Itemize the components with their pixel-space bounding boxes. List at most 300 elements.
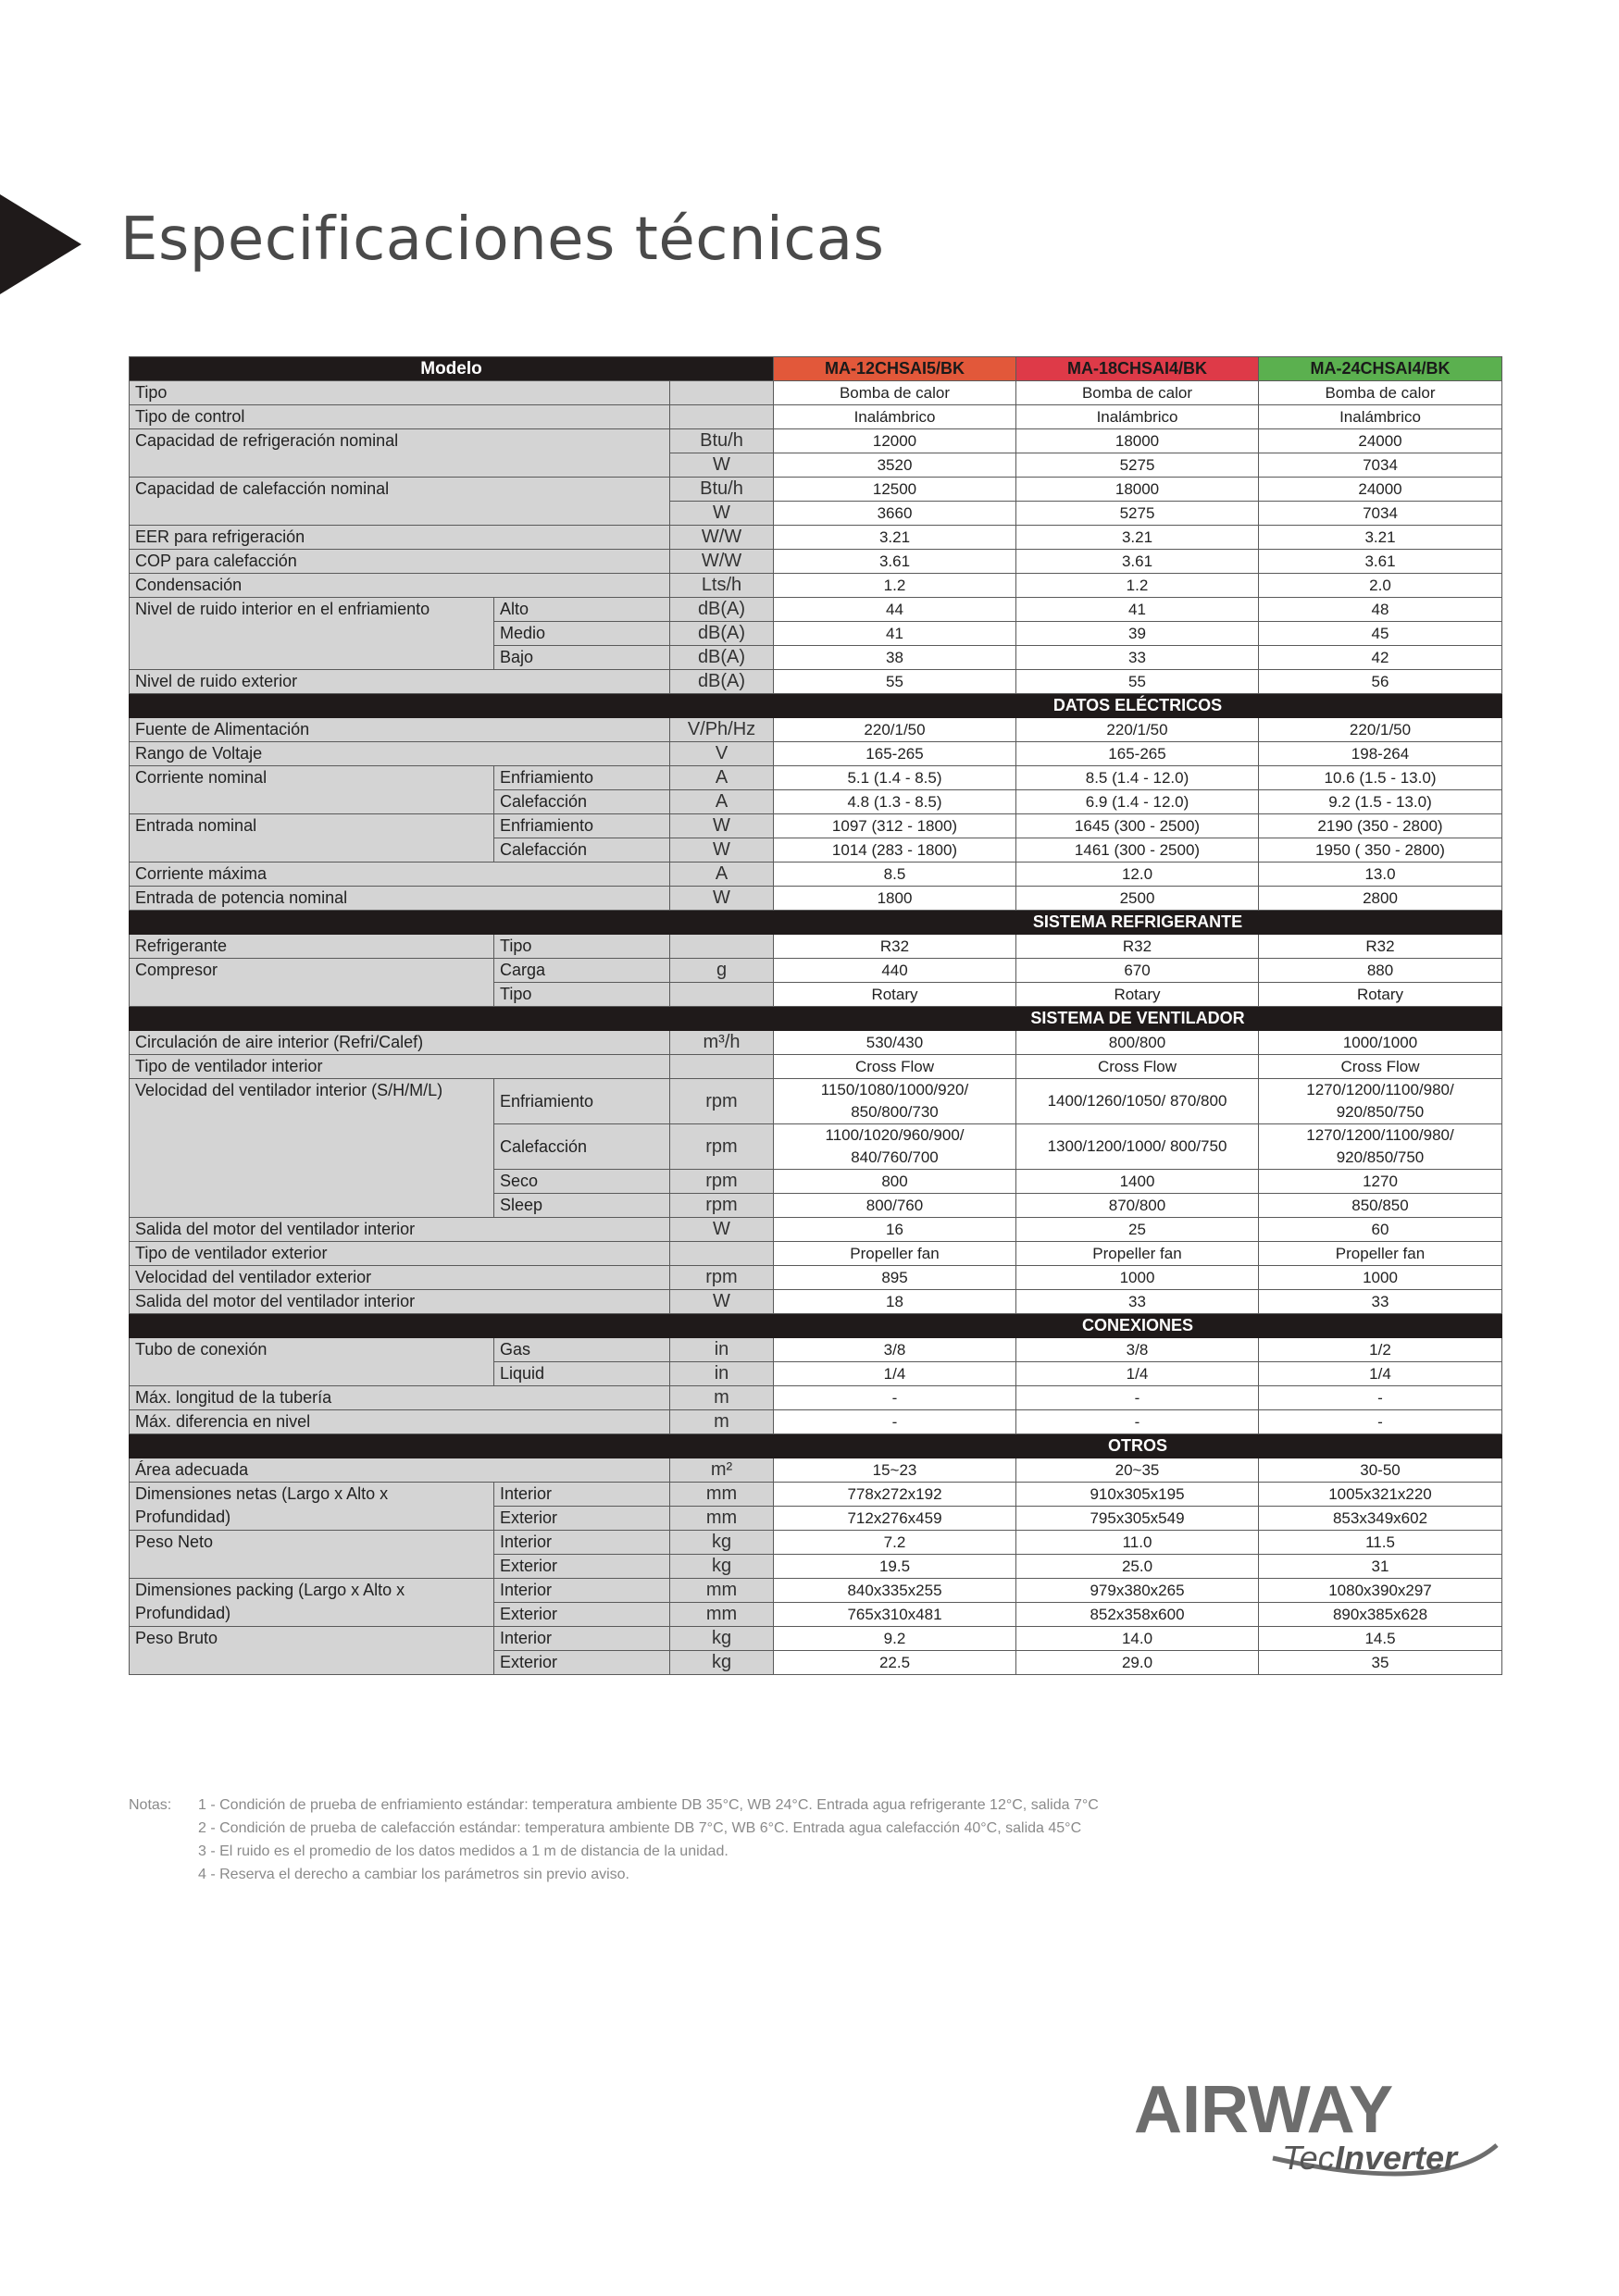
value-cell: Cross Flow	[774, 1055, 1016, 1079]
row-label: Tubo de conexión	[130, 1338, 494, 1386]
value-cell: 852x358x600	[1016, 1603, 1259, 1627]
value-cell: 3.21	[1016, 526, 1259, 550]
section-header-row	[130, 1434, 1502, 1458]
row-label: Condensación	[130, 574, 670, 598]
row-sublabel: Tipo	[494, 983, 670, 1007]
page-title: Especificaciones técnicas	[120, 205, 885, 274]
row-label: Tipo de ventilador interior	[130, 1055, 670, 1079]
spec-table	[129, 356, 1502, 1675]
row-sublabel: Enfriamiento	[494, 1079, 670, 1124]
table-row	[130, 1242, 1502, 1266]
table-row	[130, 1218, 1502, 1242]
row-unit: W/W	[670, 550, 774, 574]
value-cell: 14.0	[1016, 1627, 1259, 1651]
value-cell: 12000	[774, 429, 1016, 453]
model-header-1: MA-12CHSAI5/BK	[774, 357, 1016, 381]
row-unit: dB(A)	[670, 598, 774, 622]
row-unit: dB(A)	[670, 646, 774, 670]
value-cell: 2.0	[1259, 574, 1502, 598]
value-cell: 2500	[1016, 887, 1259, 911]
row-unit: dB(A)	[670, 622, 774, 646]
value-cell: 11.0	[1016, 1531, 1259, 1555]
row-sublabel: Tipo	[494, 935, 670, 959]
row-unit: g	[670, 959, 774, 983]
row-unit: A	[670, 863, 774, 887]
row-label: COP para calefacción	[130, 550, 670, 574]
value-cell: Cross Flow	[1016, 1055, 1259, 1079]
value-cell: 6.9 (1.4 - 12.0)	[1016, 790, 1259, 814]
value-cell: 30-50	[1259, 1458, 1502, 1483]
value-cell: 44	[774, 598, 1016, 622]
value-cell: 1000	[1259, 1266, 1502, 1290]
table-row	[130, 1458, 1502, 1483]
row-sublabel: Interior	[494, 1483, 670, 1507]
value-cell: R32	[1016, 935, 1259, 959]
row-unit: rpm	[670, 1124, 774, 1170]
value-cell: 3.21	[774, 526, 1016, 550]
row-label: Peso Neto	[130, 1531, 494, 1579]
logo-tag-light: Tec	[1282, 2139, 1335, 2177]
row-label: Rango de Voltaje	[130, 742, 670, 766]
table-row	[130, 863, 1502, 887]
row-label: Peso Bruto	[130, 1627, 494, 1675]
value-cell: 33	[1016, 1290, 1259, 1314]
value-cell: 24000	[1259, 429, 1502, 453]
table-row	[130, 1290, 1502, 1314]
section-header: SISTEMA DE VENTILADOR	[774, 1007, 1502, 1031]
row-unit	[670, 983, 774, 1007]
value-cell: 3.61	[774, 550, 1016, 574]
section-header: DATOS ELÉCTRICOS	[774, 694, 1502, 718]
value-cell: 220/1/50	[774, 718, 1016, 742]
row-label: Tipo de ventilador exterior	[130, 1242, 670, 1266]
row-unit: W	[670, 838, 774, 863]
row-sublabel: Seco	[494, 1170, 670, 1194]
table-row	[130, 1579, 1502, 1603]
value-cell: 800/760	[774, 1194, 1016, 1218]
value-cell: 880	[1259, 959, 1502, 983]
value-cell: 5.1 (1.4 - 8.5)	[774, 766, 1016, 790]
value-cell: -	[774, 1386, 1016, 1410]
table-row	[130, 526, 1502, 550]
row-label: Capacidad de calefacción nominal	[130, 478, 670, 526]
value-cell: 3.61	[1016, 550, 1259, 574]
row-unit: V	[670, 742, 774, 766]
value-cell: 1014 (283 - 1800)	[774, 838, 1016, 863]
row-sublabel: Bajo	[494, 646, 670, 670]
row-unit: kg	[670, 1627, 774, 1651]
row-unit: dB(A)	[670, 670, 774, 694]
row-unit: in	[670, 1338, 774, 1362]
value-cell: 2800	[1259, 887, 1502, 911]
value-cell: 1005x321x220	[1259, 1483, 1502, 1507]
row-sublabel: Exterior	[494, 1603, 670, 1627]
row-unit: mm	[670, 1483, 774, 1507]
value-cell: Cross Flow	[1259, 1055, 1502, 1079]
value-cell: 56	[1259, 670, 1502, 694]
value-cell: -	[1016, 1410, 1259, 1434]
table-row	[130, 574, 1502, 598]
row-unit: rpm	[670, 1170, 774, 1194]
value-cell: 850/850	[1259, 1194, 1502, 1218]
value-cell: 14.5	[1259, 1627, 1502, 1651]
row-unit: Btu/h	[670, 429, 774, 453]
row-unit: rpm	[670, 1266, 774, 1290]
table-row	[130, 1079, 1502, 1124]
value-cell: 18000	[1016, 478, 1259, 502]
value-cell: 2190 (350 - 2800)	[1259, 814, 1502, 838]
value-cell: 60	[1259, 1218, 1502, 1242]
value-cell: Rotary	[774, 983, 1016, 1007]
table-row	[130, 935, 1502, 959]
value-cell: Bomba de calor	[1259, 381, 1502, 405]
row-unit	[670, 405, 774, 429]
table-row	[130, 1410, 1502, 1434]
row-label: Dimensiones packing (Largo x Alto x Profundidad)	[130, 1579, 494, 1627]
row-label: Tipo	[130, 381, 670, 405]
row-label: Dimensiones netas (Largo x Alto x Profundidad)	[130, 1483, 494, 1531]
row-unit: Lts/h	[670, 574, 774, 598]
table-row	[130, 405, 1502, 429]
value-cell: 41	[1016, 598, 1259, 622]
value-cell: 8.5 (1.4 - 12.0)	[1016, 766, 1259, 790]
row-unit: rpm	[670, 1079, 774, 1124]
row-label: Fuente de Alimentación	[130, 718, 670, 742]
value-cell: 33	[1259, 1290, 1502, 1314]
value-cell: 55	[1016, 670, 1259, 694]
section-header: OTROS	[774, 1434, 1502, 1458]
value-cell: 15~23	[774, 1458, 1016, 1483]
value-cell: 910x305x195	[1016, 1483, 1259, 1507]
section-header-spacer	[130, 694, 774, 718]
value-cell: Inalámbrico	[1259, 405, 1502, 429]
row-label: Corriente máxima	[130, 863, 670, 887]
value-cell: Propeller fan	[774, 1242, 1016, 1266]
row-label: Nivel de ruido interior en el enfriamiento	[130, 598, 494, 670]
value-cell: 20~35	[1016, 1458, 1259, 1483]
value-cell: 198-264	[1259, 742, 1502, 766]
row-unit: V/Ph/Hz	[670, 718, 774, 742]
logo-tag-bold: Inverter	[1335, 2139, 1458, 2177]
table-row	[130, 550, 1502, 574]
row-sublabel: Carga	[494, 959, 670, 983]
value-cell: R32	[1259, 935, 1502, 959]
notes-label: Notas:	[129, 1797, 172, 1813]
row-label: Capacidad de refrigeración nominal	[130, 429, 670, 478]
row-unit: mm	[670, 1507, 774, 1531]
logo-brand: AIRWAY	[1134, 2073, 1394, 2147]
row-sublabel: Medio	[494, 622, 670, 646]
value-cell: -	[774, 1410, 1016, 1434]
value-cell: 165-265	[774, 742, 1016, 766]
row-unit: m	[670, 1386, 774, 1410]
value-cell: 3/8	[774, 1338, 1016, 1362]
value-cell: 35	[1259, 1651, 1502, 1675]
row-sublabel: Sleep	[494, 1194, 670, 1218]
row-sublabel: Calefacción	[494, 838, 670, 863]
value-cell: Bomba de calor	[774, 381, 1016, 405]
row-label: Entrada de potencia nominal	[130, 887, 670, 911]
row-unit: in	[670, 1362, 774, 1386]
row-sublabel: Calefacción	[494, 790, 670, 814]
row-unit: kg	[670, 1531, 774, 1555]
row-label: Velocidad del ventilador exterior	[130, 1266, 670, 1290]
table-row	[130, 1627, 1502, 1651]
table-row	[130, 1338, 1502, 1362]
row-unit	[670, 1242, 774, 1266]
row-label: Compresor	[130, 959, 494, 1007]
value-cell: 1/4	[774, 1362, 1016, 1386]
row-label: Velocidad del ventilador interior (S/H/M/L)	[130, 1079, 494, 1218]
model-header-2: MA-18CHSAI4/BK	[1016, 357, 1259, 381]
row-unit: rpm	[670, 1194, 774, 1218]
table-row	[130, 766, 1502, 790]
value-cell: 7034	[1259, 502, 1502, 526]
value-cell: 890x385x628	[1259, 1603, 1502, 1627]
value-cell: Bomba de calor	[1016, 381, 1259, 405]
row-unit: m²	[670, 1458, 774, 1483]
row-unit: m	[670, 1410, 774, 1434]
row-unit: mm	[670, 1603, 774, 1627]
value-cell: 795x305x549	[1016, 1507, 1259, 1531]
table-row	[130, 887, 1502, 911]
value-cell: 25	[1016, 1218, 1259, 1242]
value-cell: 440	[774, 959, 1016, 983]
value-cell: 220/1/50	[1016, 718, 1259, 742]
section-header-spacer	[130, 1007, 774, 1031]
table-row	[130, 1266, 1502, 1290]
row-sublabel: Exterior	[494, 1651, 670, 1675]
row-label: EER para refrigeración	[130, 526, 670, 550]
value-cell: 1097 (312 - 1800)	[774, 814, 1016, 838]
row-unit	[670, 381, 774, 405]
table-row	[130, 959, 1502, 983]
table-row	[130, 718, 1502, 742]
row-sublabel: Interior	[494, 1531, 670, 1555]
row-sublabel: Enfriamiento	[494, 814, 670, 838]
value-cell: 22.5	[774, 1651, 1016, 1675]
row-unit: W	[670, 502, 774, 526]
section-header-spacer	[130, 1314, 774, 1338]
value-cell: 24000	[1259, 478, 1502, 502]
value-cell: 165-265	[1016, 742, 1259, 766]
model-header-label: Modelo	[130, 357, 774, 381]
row-sublabel: Enfriamiento	[494, 766, 670, 790]
value-cell: 712x276x459	[774, 1507, 1016, 1531]
section-arrow-marker	[0, 194, 81, 294]
row-label: Entrada nominal	[130, 814, 494, 863]
table-row	[130, 429, 1502, 453]
value-cell: 765x310x481	[774, 1603, 1016, 1627]
value-cell: 1400/1260/1050/ 870/800	[1016, 1079, 1259, 1124]
value-cell: 19.5	[774, 1555, 1016, 1579]
section-header-spacer	[130, 911, 774, 935]
value-cell: 1/4	[1259, 1362, 1502, 1386]
section-header-row	[130, 1314, 1502, 1338]
note-item: 4 - Reserva el derecho a cambiar los parámetros sin previo aviso.	[198, 1867, 629, 1882]
value-cell: 10.6 (1.5 - 13.0)	[1259, 766, 1502, 790]
value-cell: 3/8	[1016, 1338, 1259, 1362]
value-cell: 220/1/50	[1259, 718, 1502, 742]
row-unit: W	[670, 453, 774, 478]
row-sublabel: Liquid	[494, 1362, 670, 1386]
row-sublabel: Alto	[494, 598, 670, 622]
table-row	[130, 381, 1502, 405]
table-row	[130, 1386, 1502, 1410]
value-cell: 530/430	[774, 1031, 1016, 1055]
value-cell: 778x272x192	[774, 1483, 1016, 1507]
value-cell: 5275	[1016, 502, 1259, 526]
table-row	[130, 1483, 1502, 1507]
value-cell: 38	[774, 646, 1016, 670]
row-sublabel: Exterior	[494, 1507, 670, 1531]
value-cell: Rotary	[1016, 983, 1259, 1007]
row-unit: m³/h	[670, 1031, 774, 1055]
value-cell: 5275	[1016, 453, 1259, 478]
value-cell: 3520	[774, 453, 1016, 478]
row-unit	[670, 1055, 774, 1079]
table-header-row	[130, 357, 1502, 381]
row-unit: W	[670, 814, 774, 838]
table-row	[130, 1531, 1502, 1555]
value-cell: 1461 (300 - 2500)	[1016, 838, 1259, 863]
value-cell: 1000/1000	[1259, 1031, 1502, 1055]
row-label: Máx. diferencia en nivel	[130, 1410, 670, 1434]
row-unit: A	[670, 766, 774, 790]
value-cell: 11.5	[1259, 1531, 1502, 1555]
value-cell: 1100/1020/960/900/ 840/760/700	[774, 1124, 1016, 1170]
value-cell: 3660	[774, 502, 1016, 526]
value-cell: 1300/1200/1000/ 800/750	[1016, 1124, 1259, 1170]
value-cell: 1950 ( 350 - 2800)	[1259, 838, 1502, 863]
value-cell: Rotary	[1259, 983, 1502, 1007]
value-cell: 1800	[774, 887, 1016, 911]
row-label: Máx. longitud de la tubería	[130, 1386, 670, 1410]
table-row	[130, 1031, 1502, 1055]
row-unit: kg	[670, 1651, 774, 1675]
value-cell: 1645 (300 - 2500)	[1016, 814, 1259, 838]
value-cell: 1000	[1016, 1266, 1259, 1290]
section-header-spacer	[130, 1434, 774, 1458]
value-cell: 31	[1259, 1555, 1502, 1579]
value-cell: 3.61	[1259, 550, 1502, 574]
row-label: Salida del motor del ventilador interior	[130, 1218, 670, 1242]
value-cell: 18	[774, 1290, 1016, 1314]
section-header: SISTEMA REFRIGERANTE	[774, 911, 1502, 935]
value-cell: 48	[1259, 598, 1502, 622]
value-cell: 979x380x265	[1016, 1579, 1259, 1603]
row-sublabel: Interior	[494, 1627, 670, 1651]
section-header-row	[130, 1007, 1502, 1031]
value-cell: 25.0	[1016, 1555, 1259, 1579]
value-cell: 9.2	[774, 1627, 1016, 1651]
note-item: 3 - El ruido es el promedio de los datos medidos a 1 m de distancia de la unidad.	[198, 1843, 729, 1859]
value-cell: 41	[774, 622, 1016, 646]
model-header-3: MA-24CHSAI4/BK	[1259, 357, 1502, 381]
value-cell: 12500	[774, 478, 1016, 502]
value-cell: 1150/1080/1000/920/ 850/800/730	[774, 1079, 1016, 1124]
table-row	[130, 814, 1502, 838]
row-unit	[670, 935, 774, 959]
row-sublabel: Gas	[494, 1338, 670, 1362]
table-row	[130, 742, 1502, 766]
value-cell: 7034	[1259, 453, 1502, 478]
value-cell: 55	[774, 670, 1016, 694]
row-unit: kg	[670, 1555, 774, 1579]
value-cell: 1270/1200/1100/980/ 920/850/750	[1259, 1079, 1502, 1124]
row-unit: W	[670, 1290, 774, 1314]
row-unit: W/W	[670, 526, 774, 550]
section-header-row	[130, 911, 1502, 935]
value-cell: 45	[1259, 622, 1502, 646]
value-cell: 800	[774, 1170, 1016, 1194]
value-cell: -	[1259, 1410, 1502, 1434]
row-label: Salida del motor del ventilador interior	[130, 1290, 670, 1314]
value-cell: 3.21	[1259, 526, 1502, 550]
value-cell: 4.8 (1.3 - 8.5)	[774, 790, 1016, 814]
value-cell: 1/2	[1259, 1338, 1502, 1362]
table-row	[130, 670, 1502, 694]
row-sublabel: Interior	[494, 1579, 670, 1603]
section-header-row	[130, 694, 1502, 718]
value-cell: 42	[1259, 646, 1502, 670]
value-cell: R32	[774, 935, 1016, 959]
value-cell: 1270	[1259, 1170, 1502, 1194]
value-cell: 18000	[1016, 429, 1259, 453]
value-cell: 870/800	[1016, 1194, 1259, 1218]
value-cell: 13.0	[1259, 863, 1502, 887]
table-row	[130, 598, 1502, 622]
value-cell: 853x349x602	[1259, 1507, 1502, 1531]
value-cell: 16	[774, 1218, 1016, 1242]
row-label: Refrigerante	[130, 935, 494, 959]
row-unit: W	[670, 887, 774, 911]
value-cell: -	[1016, 1386, 1259, 1410]
value-cell: 12.0	[1016, 863, 1259, 887]
row-sublabel: Calefacción	[494, 1124, 670, 1170]
row-unit: W	[670, 1218, 774, 1242]
table-row	[130, 478, 1502, 502]
value-cell: 33	[1016, 646, 1259, 670]
airway-tecinverter-logo	[1134, 2073, 1504, 2184]
section-header: CONEXIONES	[774, 1314, 1502, 1338]
value-cell: Inalámbrico	[774, 405, 1016, 429]
value-cell: 1.2	[1016, 574, 1259, 598]
value-cell: -	[1259, 1386, 1502, 1410]
row-label: Nivel de ruido exterior	[130, 670, 670, 694]
value-cell: Inalámbrico	[1016, 405, 1259, 429]
value-cell: 895	[774, 1266, 1016, 1290]
row-unit: Btu/h	[670, 478, 774, 502]
spec-table-body	[130, 381, 1502, 1675]
value-cell: 670	[1016, 959, 1259, 983]
row-label: Área adecuada	[130, 1458, 670, 1483]
note-item: 2 - Condición de prueba de calefacción estándar: temperatura ambiente DB 7°C, WB 6°C. Entrada agua calefacción 40°C, salida 45°C	[198, 1820, 1082, 1836]
value-cell: 8.5	[774, 863, 1016, 887]
row-label: Tipo de control	[130, 405, 670, 429]
row-label: Corriente nominal	[130, 766, 494, 814]
value-cell: 9.2 (1.5 - 13.0)	[1259, 790, 1502, 814]
row-sublabel: Exterior	[494, 1555, 670, 1579]
row-label: Circulación de aire interior (Refri/Calef)	[130, 1031, 670, 1055]
value-cell: 1270/1200/1100/980/ 920/850/750	[1259, 1124, 1502, 1170]
note-item: 1 - Condición de prueba de enfriamiento estándar: temperatura ambiente DB 35°C, WB 24°C. Entrada agua refrigerante 12°C, salida 7°C	[198, 1797, 1099, 1813]
value-cell: 7.2	[774, 1531, 1016, 1555]
value-cell: 1.2	[774, 574, 1016, 598]
value-cell: 840x335x255	[774, 1579, 1016, 1603]
row-unit: A	[670, 790, 774, 814]
value-cell: 1400	[1016, 1170, 1259, 1194]
